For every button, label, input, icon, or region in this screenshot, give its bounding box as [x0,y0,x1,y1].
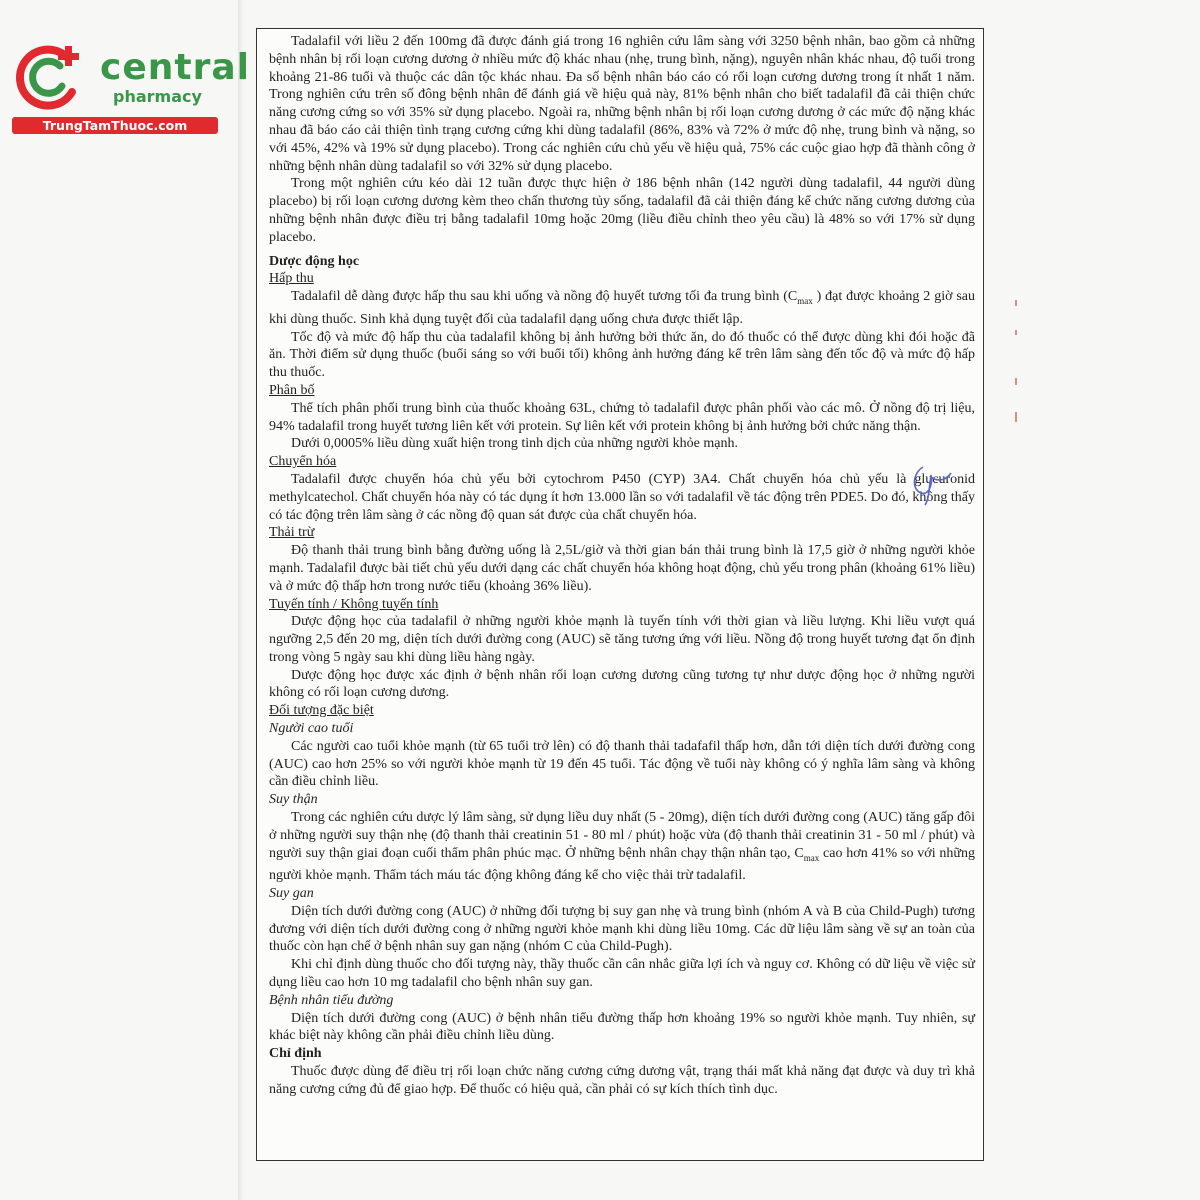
paragraph-distribution-1: Thể tích phân phối trung bình của thuốc khoảng 63L, chứng tỏ tadalafil được phân phối vào các mô. Ở nồng độ trị liệu, 94% tadalafil trong huyết tương liên kết với protein. Sự liên kết với protein không bị ảnh hưởng bởi chức năng thận. [269,400,975,434]
scan-shadow [238,0,244,1200]
paragraph-linearity-1: Dược động học của tadalafil ở những người khỏe mạnh là tuyến tính với thời gian và liều lượng. Khi liều vượt quá ngưỡng 2,5 đến 20 mg, diện tích dưới đường cong (AUC) sẽ tăng tương ứng với liều. Nồng độ trong huyết tương đạt ổn định trong vòng 5 ngày sau khi dùng liều hàng ngày. [269,614,975,665]
paragraph-diabetes: Diện tích dưới đường cong (AUC) ở bệnh nhân tiểu đường thấp hơn khoảng 19% so người khỏe mạnh. Tuy nhiên, sự khác biệt này không cần phải điều chỉnh liều dùng. [269,1010,975,1044]
subheading-elimination: Thải trừ [269,525,315,541]
paragraph-absorption-1: Tadalafil dễ dàng được hấp thu sau khi uống và nồng độ huyết tương tối đa trung bình ($C_{max}$ ) đạt được khoảng 2 giờ sau khi dùng thuốc. Sinh khả dụng tuyệt đối của tadalafil dạng uống chưa được thiết lập. [269,289,976,327]
paragraph-efficacy: Tadalafil với liều 2 đến 100mg đã được đánh giá trong 16 nghiên cứu lâm sàng với 3250 bệnh nhân, bao gồm cả những bệnh nhân bị rối loạn cương dương ở nhiều mức độ khác nhau (nhẹ, trung bình, nặng), nguyên nhân khác nhau, độ tuổi trong khoảng 21-86 tuổi và thuộc các dân tộc khác nhau. Đa số bệnh nhân báo cáo có rối loạn cương dương trong ít nhất 1 năm. Trong nghiên cứu trên số đông bệnh nhân để đánh giá về hiệu quả này, 81% bệnh nhân cho biết tadalafil đã cải thiện chức năng cương cứng so với 35% sử dụng placebo. Ngoài ra, những bệnh nhân bị rối loạn cương dương ở các mức độ nặng khác nhau đã báo cáo cải thiện tình trạng cương cứng khi dùng tadalafil (86%, 83% và 72% ở mức độ nhẹ, trung bình và nặng, so với 45%, 42% và 19% sử dụng placebo). Trong các nghiên cứu chủ yếu về hiệu quả, 75% các cuộc giao hợp đã thành công ở những bệnh nhân dùng tadalafil so với 32% sử dụng placebo. [269,34,975,174]
subheading-absorption: Hấp thu [269,271,314,287]
paragraph-renal: Trong các nghiên cứu dược lý lâm sàng, sử dụng liều duy nhất (5 - 20mg), diện tích dưới đường cong (AUC) tăng gấp đôi ở những người suy thận nhẹ (độ thanh thải creatinin 51 - 80 ml / phút) hoặc vừa (độ thanh thải creatinin 31 - 50 ml / phút) và người suy thận giai đoạn cuối thẩm phân phúc mạc. Ở những bệnh nhân chạy thận nhân tạo, $C_{max}$ cao hơn 41% so với những người khỏe mạnh. Thẩm tách máu tác động không đáng kể cho việc thải trừ tadalafil. [269,810,975,884]
paragraph-absorption-2: Tốc độ và mức độ hấp thu của tadalafil không bị ảnh hưởng bởi thức ăn, do đó thuốc có thể được dùng khi đói hoặc đã ăn. Thời điểm sử dụng thuốc (buổi sáng so với buổi tối) không ảnh hưởng đáng kể trên lâm sàng đến tốc độ và mức độ hấp thu thuốc. [269,329,975,381]
paragraph-linearity-2: Dược động học được xác định ở bệnh nhân rối loạn cương dương cũng tương tự như dược động học ở những người không có rối loạn cương dương. [269,667,975,701]
document-body [269,33,975,1099]
subheading-metabolism: Chuyển hóa [269,454,337,470]
subheading-linearity: Tuyến tính / Không tuyến tính [269,596,439,612]
central-pharmacy-logo-icon [10,38,90,118]
subheading-renal: Suy thận [269,792,318,808]
subheading-diabetes: Bệnh nhân tiểu đường [269,992,394,1008]
paragraph-hepatic-2: Khi chỉ định dùng thuốc cho đối tượng này, thầy thuốc cần cân nhắc giữa lợi ích và nguy cơ. Không có dữ liệu về việc sử dụng liều cao hơn 10 mg tadalafil cho bệnh nhân suy gan. [269,957,975,991]
paragraph-indications: Thuốc được dùng để điều trị rối loạn chức năng cương cứng dương vật, trạng thái mất khả năng đạt được và duy trì khả năng cương cứng đủ để giao hợp. Để thuốc có hiệu quả, cần phải có sự kích thích tình dục. [269,1064,975,1097]
paragraph-spinal-study: Trong một nghiên cứu kéo dài 12 tuần được thực hiện ở 186 bệnh nhân (142 người dùng tadalafil, 44 người dùng placebo) bị rối loạn cương dương kèm theo chấn thương tủy sống, tadalafil đã cải thiện đáng kể chức năng cương dương của những bệnh nhân được điều trị bằng tadalafil 10mg hoặc 20mg (liều điều chỉnh theo yêu cầu) là 48% so với 17% sử dụng placebo. [269,176,975,245]
heading-pharmacokinetics: Dược động học [269,253,360,269]
document-page [256,28,984,1161]
signature-icon [905,463,955,508]
paragraph-hepatic-1: Diện tích dưới đường cong (AUC) ở những đối tượng bị suy gan nhẹ và trung bình (nhóm A và B của Child-Pugh) tương đương với diện tích dưới đường cong ở những người khỏe mạnh khi dùng liều 10mg. Các dữ liệu lâm sàng về sự an toàn của thuốc còn hạn chế ở bệnh nhân suy gan nặng (nhóm C của Child-Pugh). [269,903,975,955]
brand-logo[interactable] [10,38,250,138]
paragraph-distribution-2: Dưới 0,0005% liều dùng xuất hiện trong tinh dịch của những người khỏe mạnh. [291,436,739,452]
paragraph-metabolism: Tadalafil được chuyển hóa chủ yếu bởi cytochrom P450 (CYP) 3A4. Chất chuyển hóa chủ yếu là glucuronid methylcatechol. Chất chuyển hóa này có tác dụng ít hơn 13.000 lần so với tadalafil về tác động trên PDE5. Do đó, không thấy có tác động trên lâm sàng ở các nồng độ quan sát được của chất chuyển hóa. [269,471,975,523]
paragraph-elimination: Độ thanh thải trung bình bằng đường uống là 2,5L/giờ và thời gian bán thải trung bình là 17,5 giờ ở những người khỏe mạnh. Tadalafil được bài tiết chủ yếu dưới dạng các chất chuyển hóa không hoạt động, chủ yếu trong phân (khoảng 61% liều) và ở mức độ thấp hơn trong nước tiểu (khoảng 36% liều). [269,543,975,594]
subheading-distribution: Phân bố [269,382,315,398]
brand-name: central [100,47,250,88]
subheading-special-populations: Đối tượng đặc biệt [269,703,374,719]
subheading-hepatic: Suy gan [269,886,314,902]
heading-indications: Chỉ định [269,1046,322,1062]
brand-subtitle: pharmacy [113,87,202,106]
scan-margin-mark [1012,300,1020,430]
brand-url-banner[interactable]: TrungTamThuoc.com [12,117,218,134]
subheading-elderly: Người cao tuổi [269,721,354,737]
paragraph-elderly: Các người cao tuổi khỏe mạnh (từ 65 tuổi trở lên) có độ thanh thải tadafafil thấp hơn, dẫn tới diện tích dưới đường cong (AUC) cao hơn 25% so với người khỏe mạnh từ 19 đến 45 tuổi. Tác động về tuổi này không có ý nghĩa lâm sàng và không cần điều chỉnh liều. [269,738,975,790]
